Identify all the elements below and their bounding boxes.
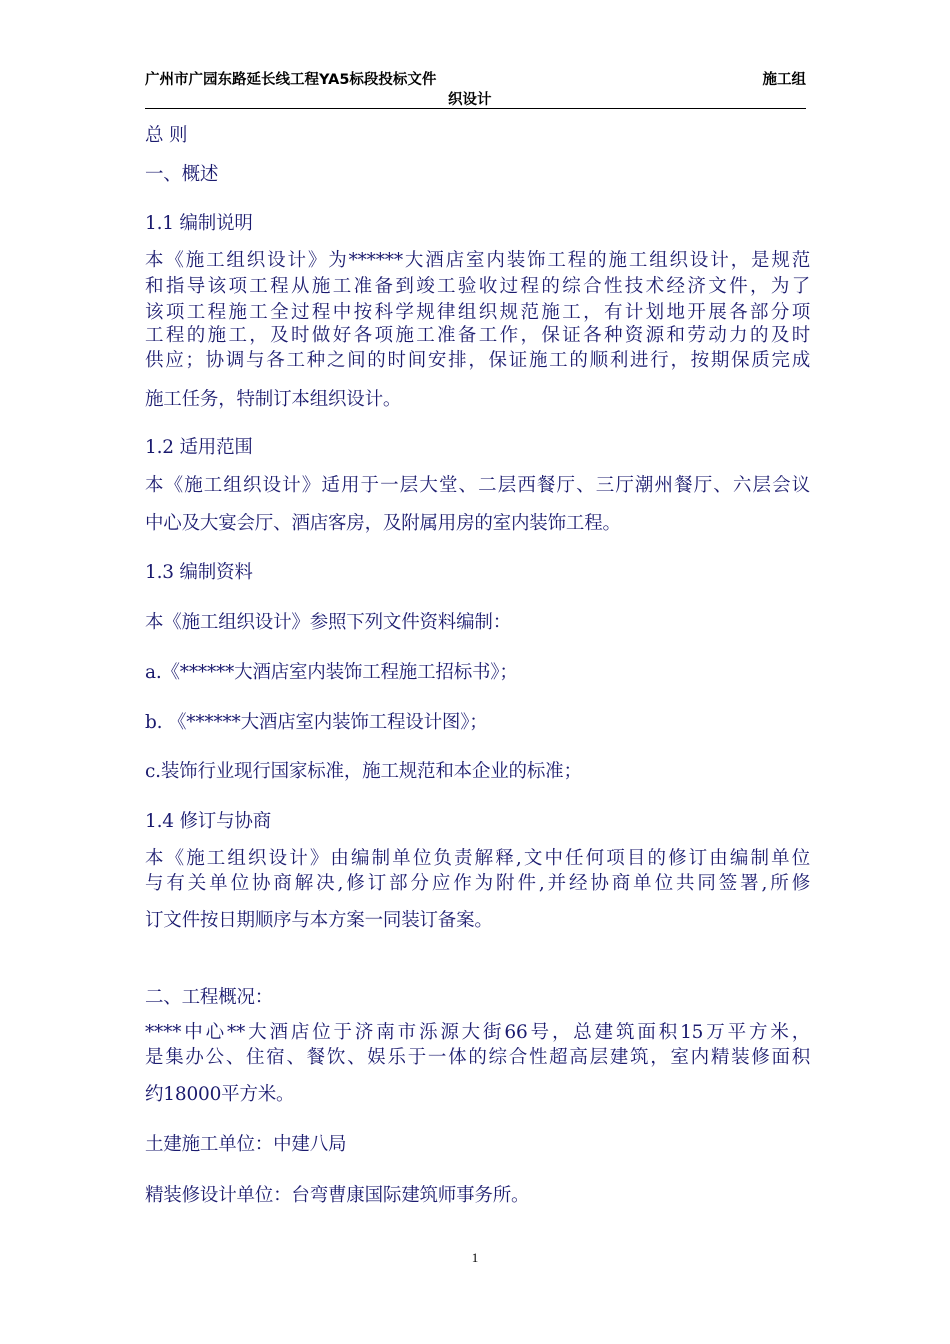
- paragraph-line: 精装修设计单位：台弯曹康国际建筑师事务所。: [145, 1185, 530, 1206]
- paragraph-line: 本《施工组织设计》适用于一层大堂、二层西餐厅、三厅潮州餐厅、六层会议: [145, 475, 810, 496]
- page-number: 1: [471, 1250, 479, 1265]
- page-header: [145, 66, 806, 109]
- paragraph-line: 和指导该项工程从施工准备到竣工验收过程的综合性技术经济文件，为了: [145, 276, 810, 297]
- paragraph-line: 本《施工组织设计》由编制单位负责解释,文中任何项目的修订由编制单位: [145, 848, 810, 869]
- heading-project-overview: 二、工程概况：: [145, 987, 274, 1008]
- paragraph-line: 约18000平方米。: [145, 1084, 295, 1105]
- heading-1-3: 1.3 编制资料: [145, 562, 253, 583]
- paragraph-line: 土建施工单位：中建八局: [145, 1134, 347, 1155]
- paragraph-line: 该项工程施工全过程中按科学规律组织规范施工，有计划地开展各部分项: [145, 302, 810, 323]
- paragraph-line: 与有关单位协商解决,修订部分应作为附件,并经协商单位共同签署,所修: [145, 873, 810, 894]
- header-title-continued: 织设计: [448, 92, 492, 108]
- heading-1-2: 1.2 适用范围: [145, 437, 253, 458]
- list-item-b: b. 《******大酒店室内装饰工程设计图》；: [145, 712, 488, 733]
- paragraph-line: 本《施工组织设计》参照下列文件资料编制：: [145, 612, 512, 633]
- list-item-a: a.《******大酒店室内装饰工程施工招标书》；: [145, 662, 518, 683]
- heading-overview: 一、概述: [145, 164, 219, 185]
- paragraph-line: 施工任务，特制订本组织设计。: [145, 389, 402, 410]
- heading-1-1: 1.1 编制说明: [145, 213, 253, 234]
- paragraph-line: 工程的施工，及时做好各项施工准备工作，保证各种资源和劳动力的及时: [145, 325, 810, 346]
- paragraph-line: 订文件按日期顺序与本方案一同装订备案。: [145, 910, 493, 931]
- header-title: 广州市广园东路延长线工程YA5标段投标文件: [145, 72, 437, 88]
- heading-general: 总 则: [145, 125, 188, 146]
- paragraph-line: 供应；协调与各工种之间的时间安排，保证施工的顺利进行，按期保质完成: [145, 350, 810, 371]
- list-item-c: c.装饰行业现行国家标准，施工规范和本企业的标准；: [145, 761, 582, 782]
- header-title-right: 施工组: [762, 72, 806, 88]
- paragraph-line: 中心及大宴会厅、酒店客房，及附属用房的室内装饰工程。: [145, 513, 621, 534]
- paragraph-line: 本《施工组织设计》为******大酒店室内装饰工程的施工组织设计，是规范: [145, 250, 810, 271]
- paragraph-line: 是集办公、住宿、餐饮、娱乐于一体的综合性超高层建筑，室内精装修面积: [145, 1047, 810, 1068]
- paragraph-line: ****中心**大酒店位于济南市泺源大街66号，总建筑面积15万平方米，: [145, 1022, 810, 1043]
- heading-1-4: 1.4 修订与协商: [145, 811, 272, 832]
